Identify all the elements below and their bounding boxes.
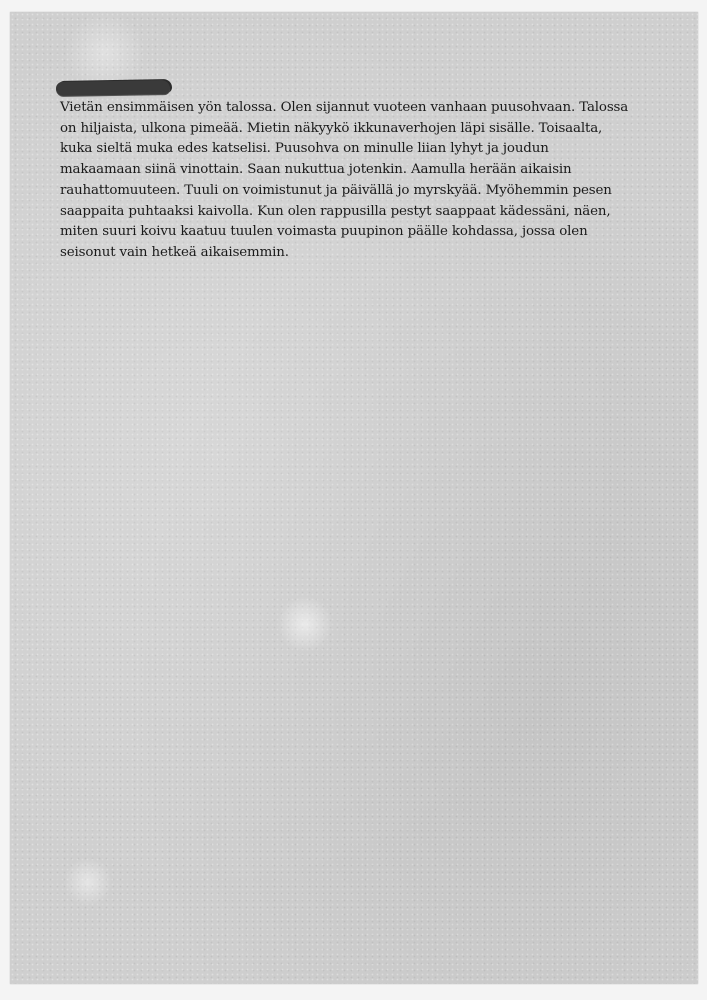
text-line: miten suuri koivu kaatuu tuulen voimasta puupinon päälle kohdassa, jossa olen: [60, 224, 588, 240]
body-paragraph: [60, 98, 660, 264]
text-line: on hiljaista, ulkona pimeää. Mietin näkyykö ikkunaverhojen läpi sisälle. Toisaalta,: [60, 120, 603, 136]
paper-sheet: [10, 12, 698, 984]
text-line: Vietän ensimmäisen yön talossa. Olen sijannut vuoteen vanhaan puusohvaan. Talossa: [60, 100, 629, 115]
text-line: kuka sieltä muka edes katselisi. Puusohva on minulle liian lyhyt ja joudun: [60, 141, 549, 157]
redacted-heading-mark: [56, 80, 170, 96]
text-line: seisonut vain hetkeä aikaisemmin.: [60, 244, 289, 260]
text-line: rauhattomuuteen. Tuuli on voimistunut ja päivällä jo myrskyää. Myöhemmin pesen: [60, 182, 612, 198]
text-line: makaamaan siinä vinottain. Saan nukuttua jotenkin. Aamulla herään aikaisin: [60, 162, 572, 178]
text-line: saappaita puhtaaksi kaivolla. Kun olen rappusilla pestyt saappaat kädessäni, näen,: [60, 203, 611, 219]
